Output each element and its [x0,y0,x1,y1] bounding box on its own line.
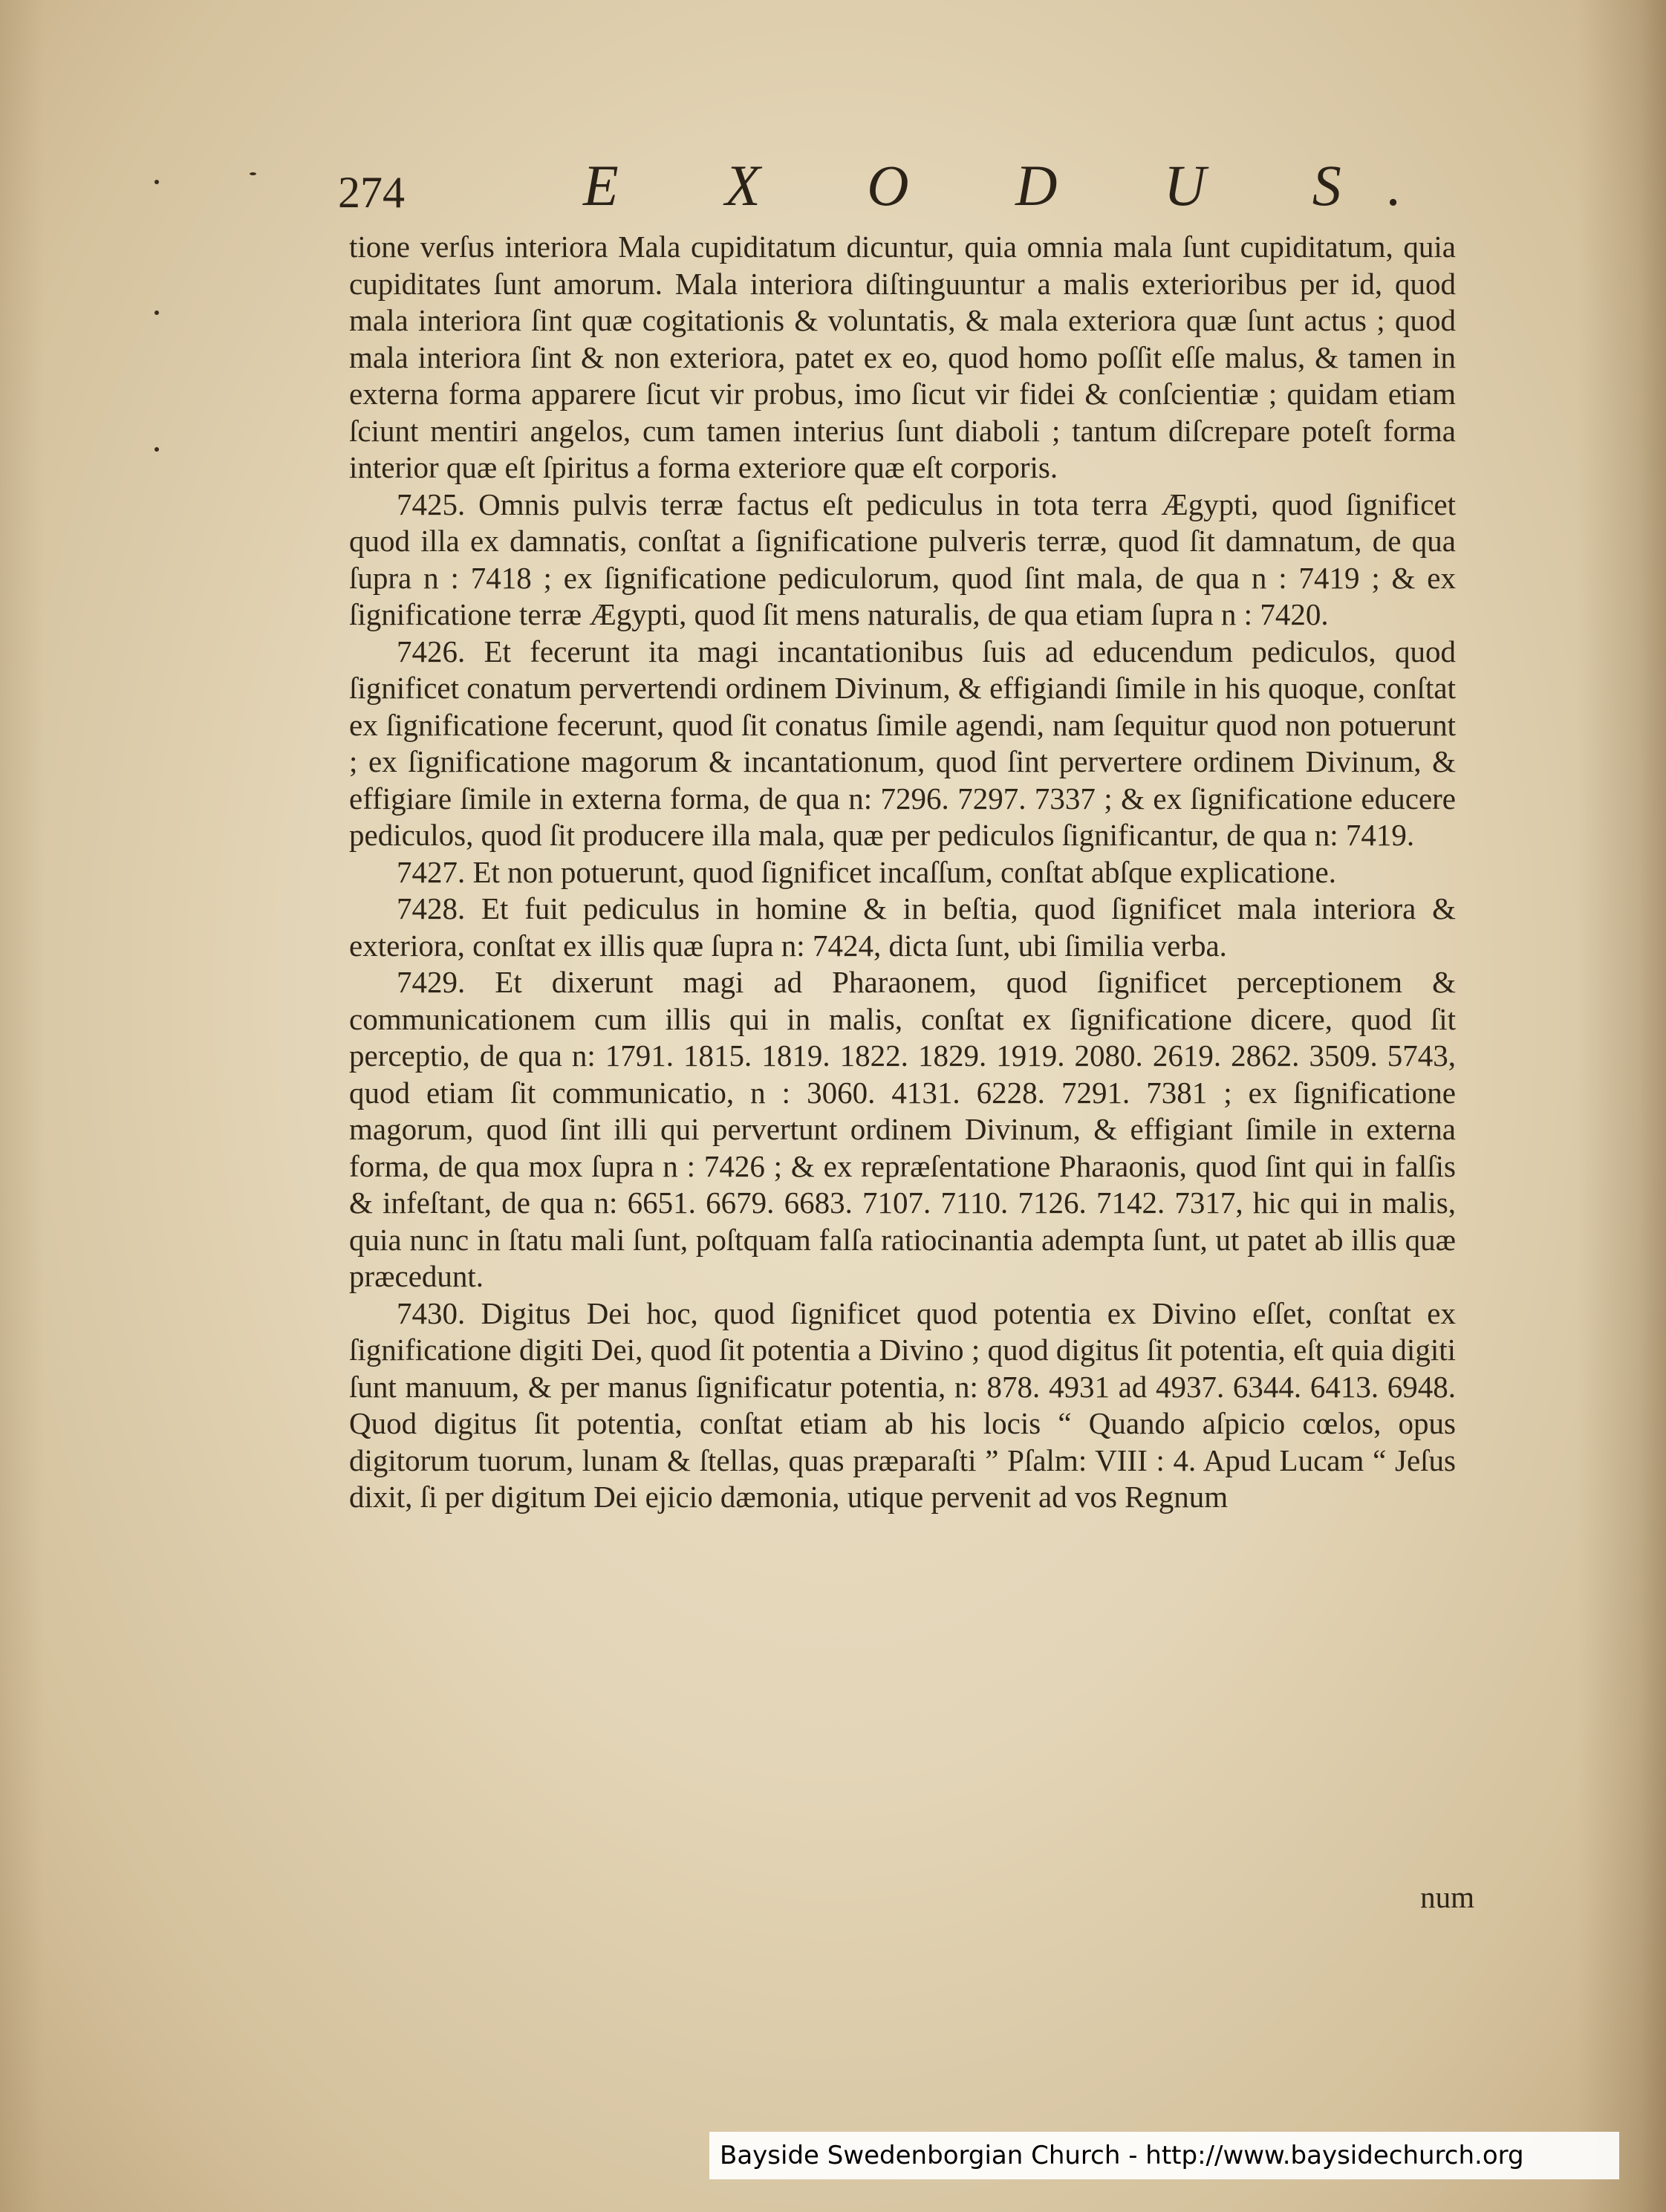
watermark-text: Bayside Swedenborgian Church - http://www.baysidechurch.org [720,2141,1524,2170]
paragraph-continuation: tione verſus interiora Mala cupiditatum dicuntur, quia omnia mala ſunt cupiditatum, quia cupiditates ſunt amorum. Mala interiora diſtinguuntur a malis exterioribus per id, quod mala interiora ſint quæ cogitationis & voluntatis, & mala exteriora quæ ſunt actus ; quod mala interiora ſint & non exteriora, patet ex eo, quod homo poſſit eſſe malus, & tamen in externa forma apparere ſicut vir probus, imo ſicut vir fidei & conſcientiæ ; quidam etiam ſciunt mentiri angelos, cum tamen interius ſunt diaboli ; tantum diſcrepare poteſt forma interior quæ eſt ſpiritus a forma exteriore quæ eſt corporis. [349,230,1456,484]
page-header [338,152,1482,227]
watermark-banner [709,2132,1619,2179]
ink-speck [154,447,159,452]
catchword: num [1420,1880,1474,1914]
paragraph-7426: 7426. Et fecerunt ita magi incantationibus ſuis ad educendum pediculos, quod ſignificet conatum pervertendi ordinem Divinum, & effigiandi ſimile in his quoque, conſtat ex ſignificatione fecerunt, quod ſit conatus ſimile agendi, nam ſequitur quod non potuerunt ; ex ſignificatione magorum & incantationum, quod ſint pervertere ordinem Divinum, & effigiare ſimile in externa forma, de qua n: 7296. 7297. 7337 ; & ex ſignificatione educere pediculos, quod ſit producere illa mala, quæ per pediculos ſignificantur, de qua n: 7419. [349,634,1456,852]
paragraph-7427: 7427. Et non potuerunt, quod ſignificet incaſſum, conſtat abſque explicatione. [397,854,1336,889]
page-shadow-right [1577,0,1666,2212]
page-shadow-left [0,0,45,2212]
paragraph-7428: 7428. Et fuit pediculus in homine & in beſtia, quod ſignificet mala interiora & exteriora, conſtat ex illis quæ ſupra n: 7424, dicta ſunt, ubi ſimilia verba. [349,891,1456,963]
paragraph-7430: 7430. Digitus Dei hoc, quod ſignificet quod potentia ex Divino eſſet, conſtat ex ſignificatione digiti Dei, quod ſit potentia a Divino ; quod digitus ſit potentia, eſt quia digiti ſunt manuum, & per manus ſignificatur potentia, n: 878. 4931 ad 4937. 6344. 6413. 6948. Quod digitus ſit potentia, conſtat etiam ab his locis “ Quando aſpicio cœlos, opus digitorum tuorum, lunam & ſtellas, quas præparaſti ” Pſalm: VIII : 4. Apud Lucam “ Jeſus dixit, ſi per digitum Dei ejicio dæmonia, utique pervenit ad vos Regnum [349,1295,1456,1514]
ink-speck [154,310,159,315]
page-number: 274 [338,168,405,217]
ink-speck [250,172,256,175]
ink-speck [154,180,159,184]
running-title: E X O D U S. [583,153,1448,218]
body-text [349,229,1456,1516]
paragraph-7425: 7425. Omnis pulvis terræ factus eſt pediculus in tota terra Ægypti, quod ſignificet quod illa ex damnatis, conſtat a ſignificatione pulveris terræ, quod ſit damnatum, de qua ſupra n : 7418 ; ex ſignificatione pediculorum, quod ſint mala, de qua n : 7419 ; & ex ſignificatione terræ Ægypti, quod ſit mens naturalis, de qua etiam ſupra n : 7420. [349,487,1456,631]
paragraph-7429: 7429. Et dixerunt magi ad Pharaonem, quod ſignificet perceptionem & communicationem cum illis qui in malis, conſtat ex ſignificatione dicere, quod ſit perceptio, de qua n: 1791. 1815. 1819. 1822. 1829. 1919. 2080. 2619. 2862. 3509. 5743, quod etiam ſit communicatio, n : 3060. 4131. 6228. 7291. 7381 ; ex ſignificatione magorum, quod ſint illi qui pervertunt ordinem Divinum, & effigiant ſimile in externa forma, de qua mox ſupra n : 7426 ; & ex repræſentatione Pharaonis, quod ſint qui in falſis & infeſtant, de qua n: 6651. 6679. 6683. 7107. 7110. 7126. 7142. 7317, hic qui in malis, quia nunc in ſtatu mali ſunt, poſtquam falſa ratiocinantia adempta ſunt, ut patet ab illis quæ præcedunt. [349,965,1456,1293]
